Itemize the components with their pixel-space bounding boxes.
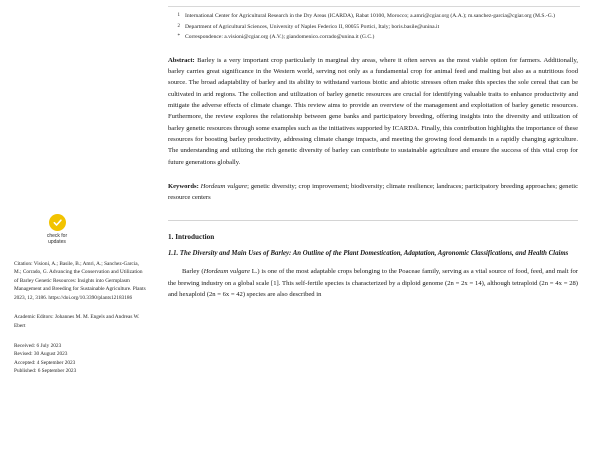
header-divider	[168, 6, 580, 7]
affiliation-marker: 1	[177, 13, 180, 18]
section-title-introduction: 1. Introduction	[168, 232, 215, 241]
citation-block: Citation: Visioni, A.; Basile, B.; Amri, A.; Sanchez-Garcia, M.; Corrado, G. Advancing the Conservation and Utilization of Barley Genetic Resources: Insights into Germplasm Management and Breeding for Sustainable Agriculture. Plants 2023, 12, 3186. https://doi.org/10.3390/plants12183186	[14, 260, 146, 301]
sidebar-metadata-column	[14, 8, 154, 387]
affiliation-row	[168, 12, 578, 22]
abstract-heading: Abstract:	[168, 56, 195, 64]
accepted-date: Accepted: 4 September 2023	[14, 359, 76, 366]
subsection-title: 1.1. The Diversity and Main Uses of Barley: An Outline of the Plant Domestication, Adaptation, Agronomic Classifications, and Health Claims	[168, 250, 569, 258]
affiliation-text: International Center for Agricultural Research in the Dry Areas (ICARDA), Rabat 10100, Morocco; a.amri@cgiar.org (A.A.); m.sanchez-garcia@cgiar.org (M.S.-G.)	[185, 13, 555, 19]
publication-dates-block	[14, 342, 154, 376]
intro-species-name: Hordeum vulgare	[203, 268, 250, 276]
intro-text-post: L.) is one of the most adaptable crops belonging to the Poaceae family, serving as a vital source of food, feed, and malt for the brewing industry on a global scale [1]. This self-fertile species is characterized by a diploid genome (2n = 2x = 14), although tetraploid (2n = 4x = 28) and hexaploid (2n = 6x = 42) species are also described in	[168, 268, 579, 299]
badge-line-1: check for	[46, 233, 68, 239]
affiliation-text: Department of Agricultural Sciences, University of Naples Federico II, 80055 Portici, Italy; boris.basile@unina.it	[185, 23, 440, 30]
received-date: Received: 6 July 2023	[14, 342, 62, 349]
affiliation-row	[168, 23, 578, 33]
keywords-italic-term: Hordeum vulgare	[198, 183, 248, 191]
badge-line-2: updates	[48, 239, 66, 246]
page-layout	[14, 8, 578, 387]
abstract-text: Barley is a very important crop particularly in marginal dry areas, where it often serves as the most viable option for farmers. Additionally, barley carries great significance in the Western world, serving not only as a fundamental crop for animal feed and malting but also as a nutritious food source. The broad adaptability of barley and its ability to withstand various biotic and abiotic stresses often make this species the sole cereal that can be cultivated in arid regions. The collection and utilization of barley genetic resources are crucial for identifying valuable traits to enhance productivity and mitigate the adverse effects of climate change. This review aims to provide an overview of the management and exploitation of barley genetic resources. Furthermore, the review explores the relationship between gene banks and participatory breeding, offering insights into the diversity and utilization of barley genetic resources through some examples such as the initiatives supported by ICARDA. Finally, this contribution highlights the importance of these resources for boosting barley productivity, addressing climate change impacts, and meeting the growing food demands in a rapidly changing agriculture. The understanding and utilizing the rich genetic diversity of barley can contribute to sustainable agriculture and ensure the success of this vital crop for future generations globally.	[168, 56, 578, 166]
intro-paragraph	[168, 266, 578, 300]
affiliations-list	[168, 12, 578, 43]
affiliation-marker: 2	[177, 23, 180, 29]
academic-editors-block: Academic Editors: Johannes M. M. Engels and Andreas W. Ebert	[14, 314, 140, 329]
affiliation-text: Correspondence: a.visioni@cgiar.org (A.V.); giandomenico.corrado@unina.it (G.C.)	[185, 34, 375, 41]
check-circle-icon	[49, 214, 66, 231]
intro-text-pre: Barley (	[182, 268, 204, 276]
keywords-heading: Keywords:	[168, 183, 199, 191]
affiliation-row	[168, 33, 578, 43]
abstract-paragraph	[168, 55, 578, 168]
published-date: Published: 6 September 2023	[14, 368, 77, 375]
affiliation-marker: *	[177, 34, 180, 40]
crossmark-updates-badge[interactable]	[26, 214, 88, 246]
keywords-text: ; genetic diversity; crop improvement; biodiversity; climate resilience; landraces; participatory breeding approaches; genetic resource centers	[168, 183, 578, 202]
main-content-column	[154, 8, 578, 307]
section-divider	[168, 220, 578, 221]
revised-date: Revised: 30 August 2023	[14, 351, 68, 358]
keywords-paragraph	[168, 181, 578, 204]
